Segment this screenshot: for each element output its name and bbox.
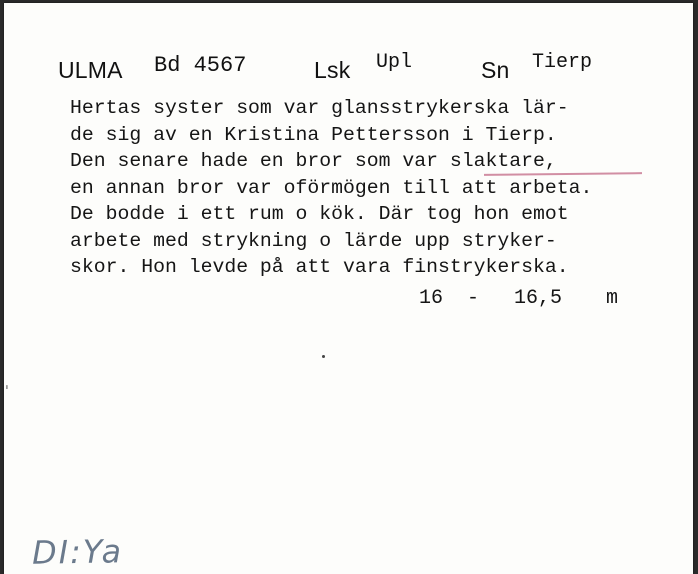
text-line: De bodde i ett rum o kök. Där tog hon emot — [70, 203, 569, 225]
socken-label: Sn — [481, 57, 510, 83]
text-line: arbete med strykning o lärde upp stryker- — [70, 229, 557, 252]
archive-name: ULMA — [58, 57, 123, 83]
text-line: skor. Hon levde på att vara finstrykerska. — [70, 256, 569, 278]
edge-mark: ˌ — [5, 375, 9, 391]
edge-marks — [4, 375, 12, 465]
landskap-value: Upl — [376, 51, 413, 74]
volume-number: Bd 4567 — [154, 53, 247, 78]
text-line: Den senare hade en bror som var slaktare, — [70, 150, 557, 172]
measure-dash: - — [467, 287, 480, 310]
text-line: de sig av en Kristina Pettersson i Tierp. — [70, 123, 557, 146]
card-header — [4, 51, 693, 91]
measure-from: 16 — [419, 287, 444, 310]
text-line: Hertas syster som var glansstrykerska lär- — [70, 97, 569, 119]
measure-to: 16,5 — [514, 287, 563, 310]
measure-unit: m — [606, 287, 619, 310]
landskap-label: Lsk — [314, 57, 351, 83]
text-line: en annan bror var oförmögen till att arbeta. — [70, 176, 593, 199]
archive-card — [4, 3, 693, 574]
socken-value: Tierp — [532, 51, 593, 74]
card-body-text — [70, 95, 670, 281]
handwritten-signature: DI:Ya — [31, 532, 124, 572]
ink-dot — [322, 355, 325, 358]
